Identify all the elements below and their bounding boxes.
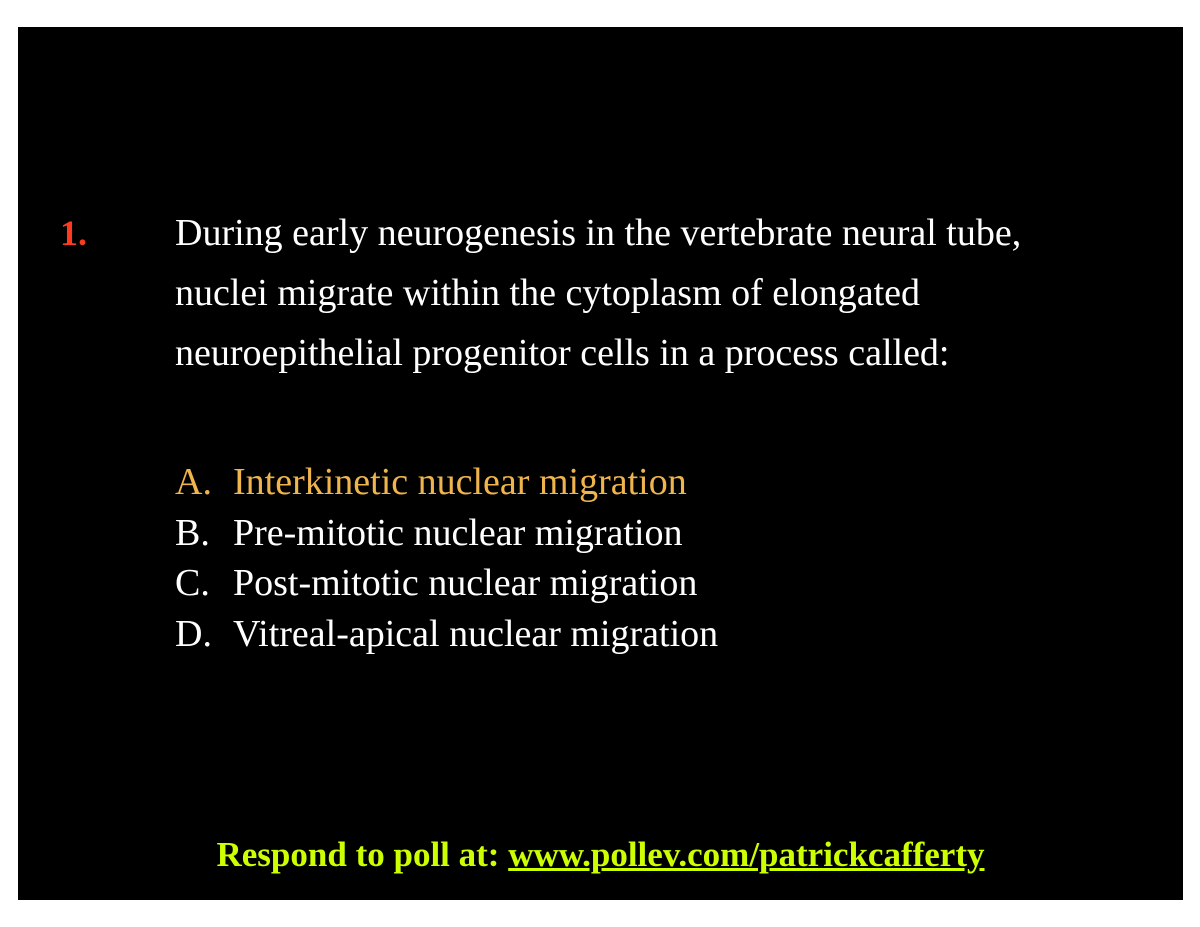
option-text: Pre-mitotic nuclear migration <box>233 511 683 554</box>
option-letter: D. <box>175 612 212 655</box>
option-c <box>175 558 718 609</box>
question-line: nuclei migrate within the cytoplasm of elongated <box>175 272 921 314</box>
question-line: During early neurogenesis in the vertebrate neural tube, <box>175 212 1022 254</box>
option-letter: C. <box>175 562 210 604</box>
answer-options <box>175 457 718 659</box>
question-text <box>175 203 1165 383</box>
option-a <box>175 457 718 508</box>
option-text: Interkinetic nuclear migration <box>233 461 687 503</box>
option-b <box>175 508 718 559</box>
question-line: neuroepithelial progenitor cells in a process called: <box>175 332 950 374</box>
poll-footer <box>18 833 1183 877</box>
option-letter: A. <box>175 461 212 503</box>
option-text: Vitreal-apical nuclear migration <box>233 612 719 655</box>
option-text: Post-mitotic nuclear migration <box>233 562 698 604</box>
option-d <box>175 609 718 660</box>
option-letter: B. <box>175 511 210 554</box>
question-number: 1. <box>60 213 87 253</box>
slide <box>18 27 1183 900</box>
poll-prefix: Respond to poll at: <box>216 835 509 874</box>
poll-link[interactable]: www.pollev.com/patrickcafferty <box>508 835 985 874</box>
